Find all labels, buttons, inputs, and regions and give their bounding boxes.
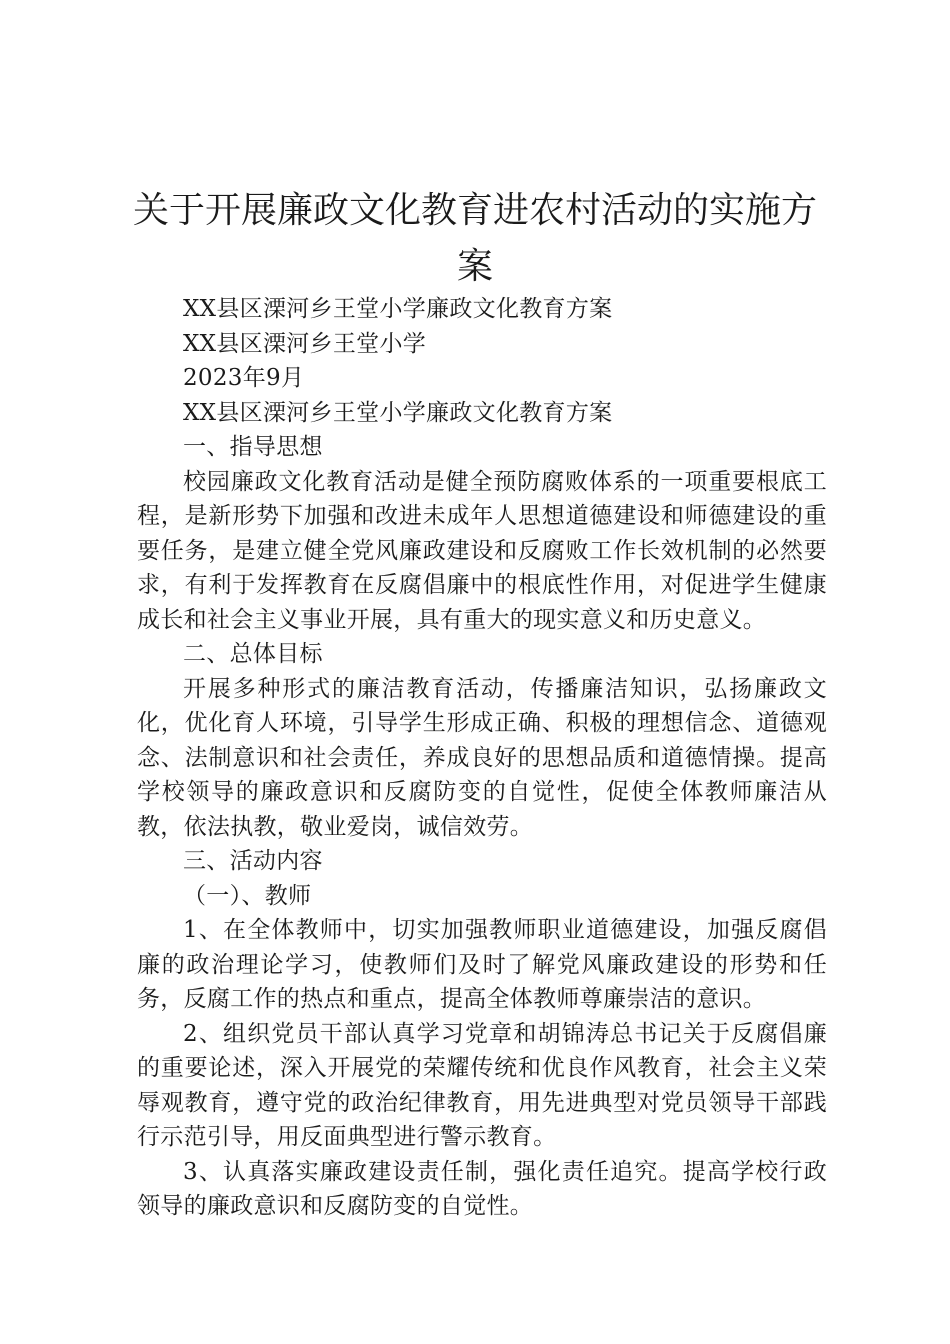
paragraph-school-name: XX县区溧河乡王堂小学 bbox=[183, 330, 427, 357]
paragraph-plan-name: XX县区溧河乡王堂小学廉政文化教育方案 bbox=[183, 296, 613, 322]
paragraph-date: 2023年9月 bbox=[183, 365, 305, 391]
document-body bbox=[137, 292, 827, 1224]
section-heading-guiding-ideology: 一、指导思想 bbox=[183, 434, 323, 460]
subsection-heading-teachers: （一）、教师 bbox=[183, 882, 312, 909]
paragraph-item-2: 2、组织党员干部认真学习党章和胡锦涛总书记关于反腐倡廉的重要论述，深入开展党的荣耀传统和优良作风教育，社会主义荣辱观教育，遵守党的政治纪律教育，用先进典型对党员领导干部践行示范引导，用反面典型进行警示教育。 bbox=[137, 1020, 827, 1150]
paragraph-overall-goals: 开展多种形式的廉洁教育活动，传播廉洁知识，弘扬廉政文化，优化育人环境，引导学生形成正确、积极的理想信念、道德观念、法制意识和社会责任，养成良好的思想品质和道德情操。提高学校领导的廉政意识和反腐防变的自觉性，促使全体教师廉洁从教，依法执教，敬业爱岗，诚信效劳。 bbox=[137, 675, 827, 840]
document-title: 关于开展廉政文化教育进农村活动的实施方案 bbox=[132, 190, 817, 287]
paragraph-item-1: 1、在全体教师中，切实加强教师职业道德建设，加强反腐倡廉的政治理论学习，使教师们及时了解党风廉政建设的形势和任务，反腐工作的热点和重点，提高全体教师尊廉崇洁的意识。 bbox=[137, 917, 827, 1012]
paragraph-guiding-ideology: 校园廉政文化教育活动是健全预防腐败体系的一项重要根底工程，是新形势下加强和改进未成年人思想道德建设和师德建设的重要任务，是建立健全党风廉政建设和反腐败工作长效机制的必然要求，有利于发挥教育在反腐倡廉中的根底性作用，对促进学生健康成长和社会主义事业开展，具有重大的现实意义和历史意义。 bbox=[137, 468, 827, 633]
paragraph-item-3: 3、认真落实廉政建设责任制，强化责任追究。提高学校行政领导的廉政意识和反腐防变的自觉性。 bbox=[137, 1158, 827, 1219]
section-heading-activity-content: 三、活动内容 bbox=[183, 848, 323, 874]
section-heading-overall-goals: 二、总体目标 bbox=[183, 641, 323, 667]
paragraph-plan-name-repeat: XX县区溧河乡王堂小学廉政文化教育方案 bbox=[183, 399, 613, 426]
